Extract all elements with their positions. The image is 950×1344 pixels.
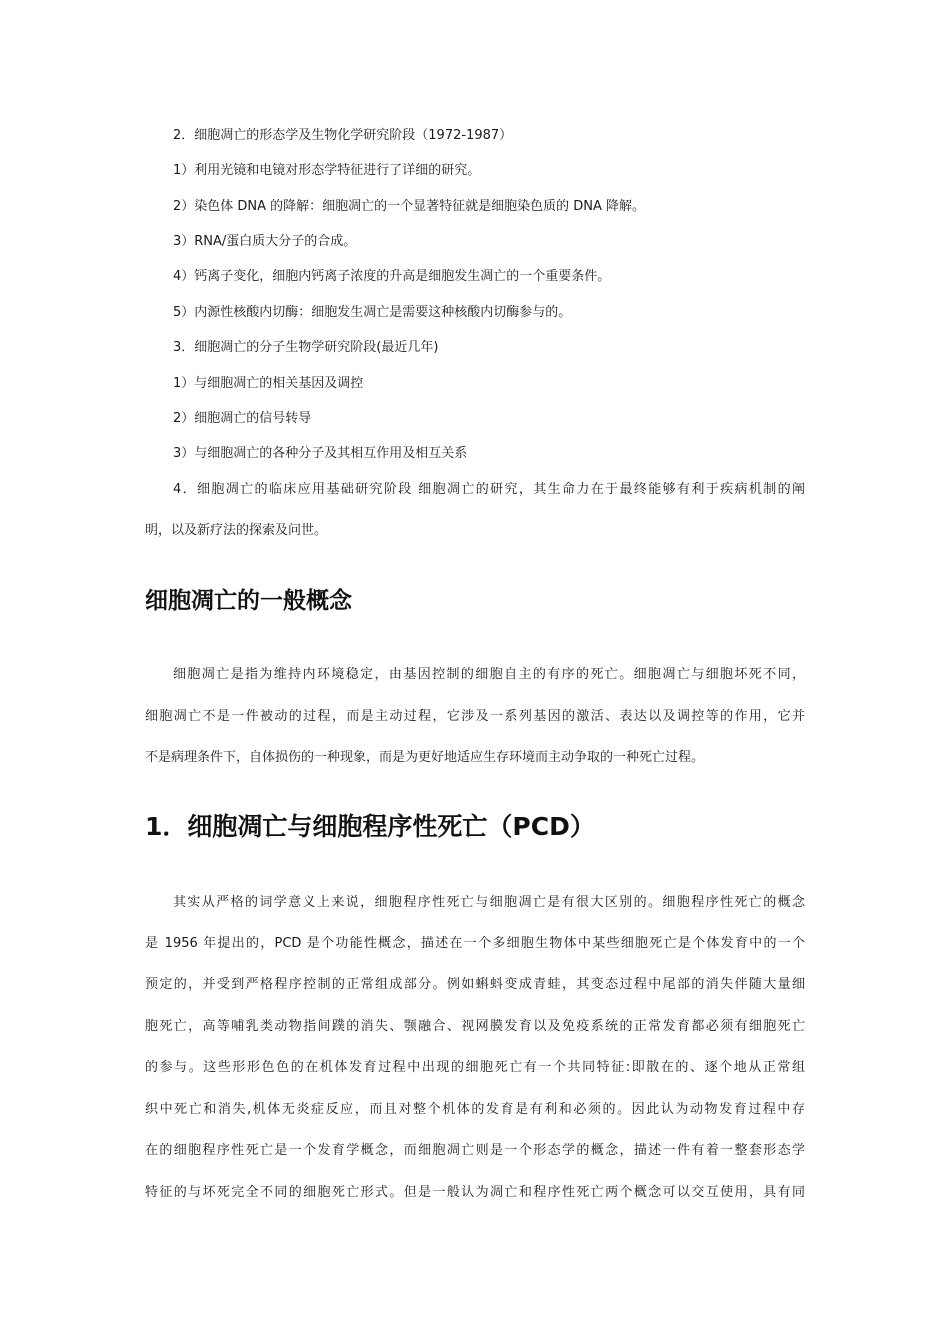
paragraph-line: 细胞凋亡是指为维持内环境稳定，由基因控制的细胞自主的有序的死亡。细胞凋亡与细胞坏死不同，: [173, 667, 805, 682]
list-item: 2）染色体 DNA 的降解：细胞凋亡的一个显著特征就是细胞染色质的 DNA 降解。: [173, 199, 646, 214]
stage3-title: 3．细胞凋亡的分子生物学研究阶段(最近几年): [173, 340, 439, 355]
paragraph-line: 细胞凋亡不是一件被动的过程，而是主动过程，它涉及一系列基因的激活、表达以及调控等的作用，它并: [145, 709, 805, 724]
paragraph-line: 是 1956 年提出的，PCD 是个功能性概念，描述在一个多细胞生物体中某些细胞死亡是个体发育中的一个: [145, 936, 805, 951]
paragraph-line: 其实从严格的词学意义上来说，细胞程序性死亡与细胞凋亡是有很大区别的。细胞程序性死亡的概念: [173, 895, 805, 910]
paragraph-line: 不是病理条件下，自体损伤的一种现象，而是为更好地适应生存环境而主动争取的一种死亡过程。: [145, 750, 705, 765]
section-heading-pcd: 1．细胞凋亡与细胞程序性死亡（PCD）: [145, 812, 595, 841]
list-item: 5）内源性核酸内切酶：细胞发生凋亡是需要这种核酸内切酶参与的。: [173, 305, 572, 320]
paragraph-line: 在的细胞程序性死亡是一个发育学概念，而细胞凋亡则是一个形态学的概念，描述一件有着一整套形态学: [145, 1143, 805, 1158]
list-item: 1）利用光镜和电镜对形态学特征进行了详细的研究。: [173, 163, 481, 178]
list-item: 3）RNA/蛋白质大分子的合成。: [173, 234, 357, 249]
paragraph-line: 的参与。这些形形色色的在机体发育过程中出现的细胞死亡有一个共同特征:即散在的、逐个地从正常组: [145, 1060, 805, 1075]
section-heading-general: 细胞凋亡的一般概念: [145, 588, 352, 614]
list-item: 1）与细胞凋亡的相关基因及调控: [173, 376, 364, 391]
paragraph-line: 胞死亡，高等哺乳类动物指间蹼的消失、颚融合、视网膜发育以及免疫系统的正常发育都必须有细胞死亡: [145, 1019, 805, 1034]
paragraph-line: 预定的，并受到严格程序控制的正常组成部分。例如蝌蚪变成青蛙，其变态过程中尾部的消失伴随大量细: [145, 977, 805, 992]
stage4-line: 明，以及新疗法的探索及问世。: [145, 523, 328, 538]
paragraph-line: 织中死亡和消失,机体无炎症反应，而且对整个机体的发育是有利和必须的。因此认为动物发育过程中存: [145, 1102, 805, 1117]
stage2-title: 2．细胞凋亡的形态学及生物化学研究阶段（1972-1987）: [173, 128, 513, 143]
stage4-line: 4．细胞凋亡的临床应用基础研究阶段 细胞凋亡的研究，其生命力在于最终能够有利于疾病机制的阐: [173, 482, 805, 497]
list-item: 2）细胞凋亡的信号转导: [173, 411, 312, 426]
list-item: 3）与细胞凋亡的各种分子及其相互作用及相互关系: [173, 446, 468, 461]
paragraph-line: 特征的与坏死完全不同的细胞死亡形式。但是一般认为凋亡和程序性死亡两个概念可以交互使用，具有同: [145, 1185, 805, 1200]
list-item: 4）钙离子变化，细胞内钙离子浓度的升高是细胞发生凋亡的一个重要条件。: [173, 269, 611, 284]
